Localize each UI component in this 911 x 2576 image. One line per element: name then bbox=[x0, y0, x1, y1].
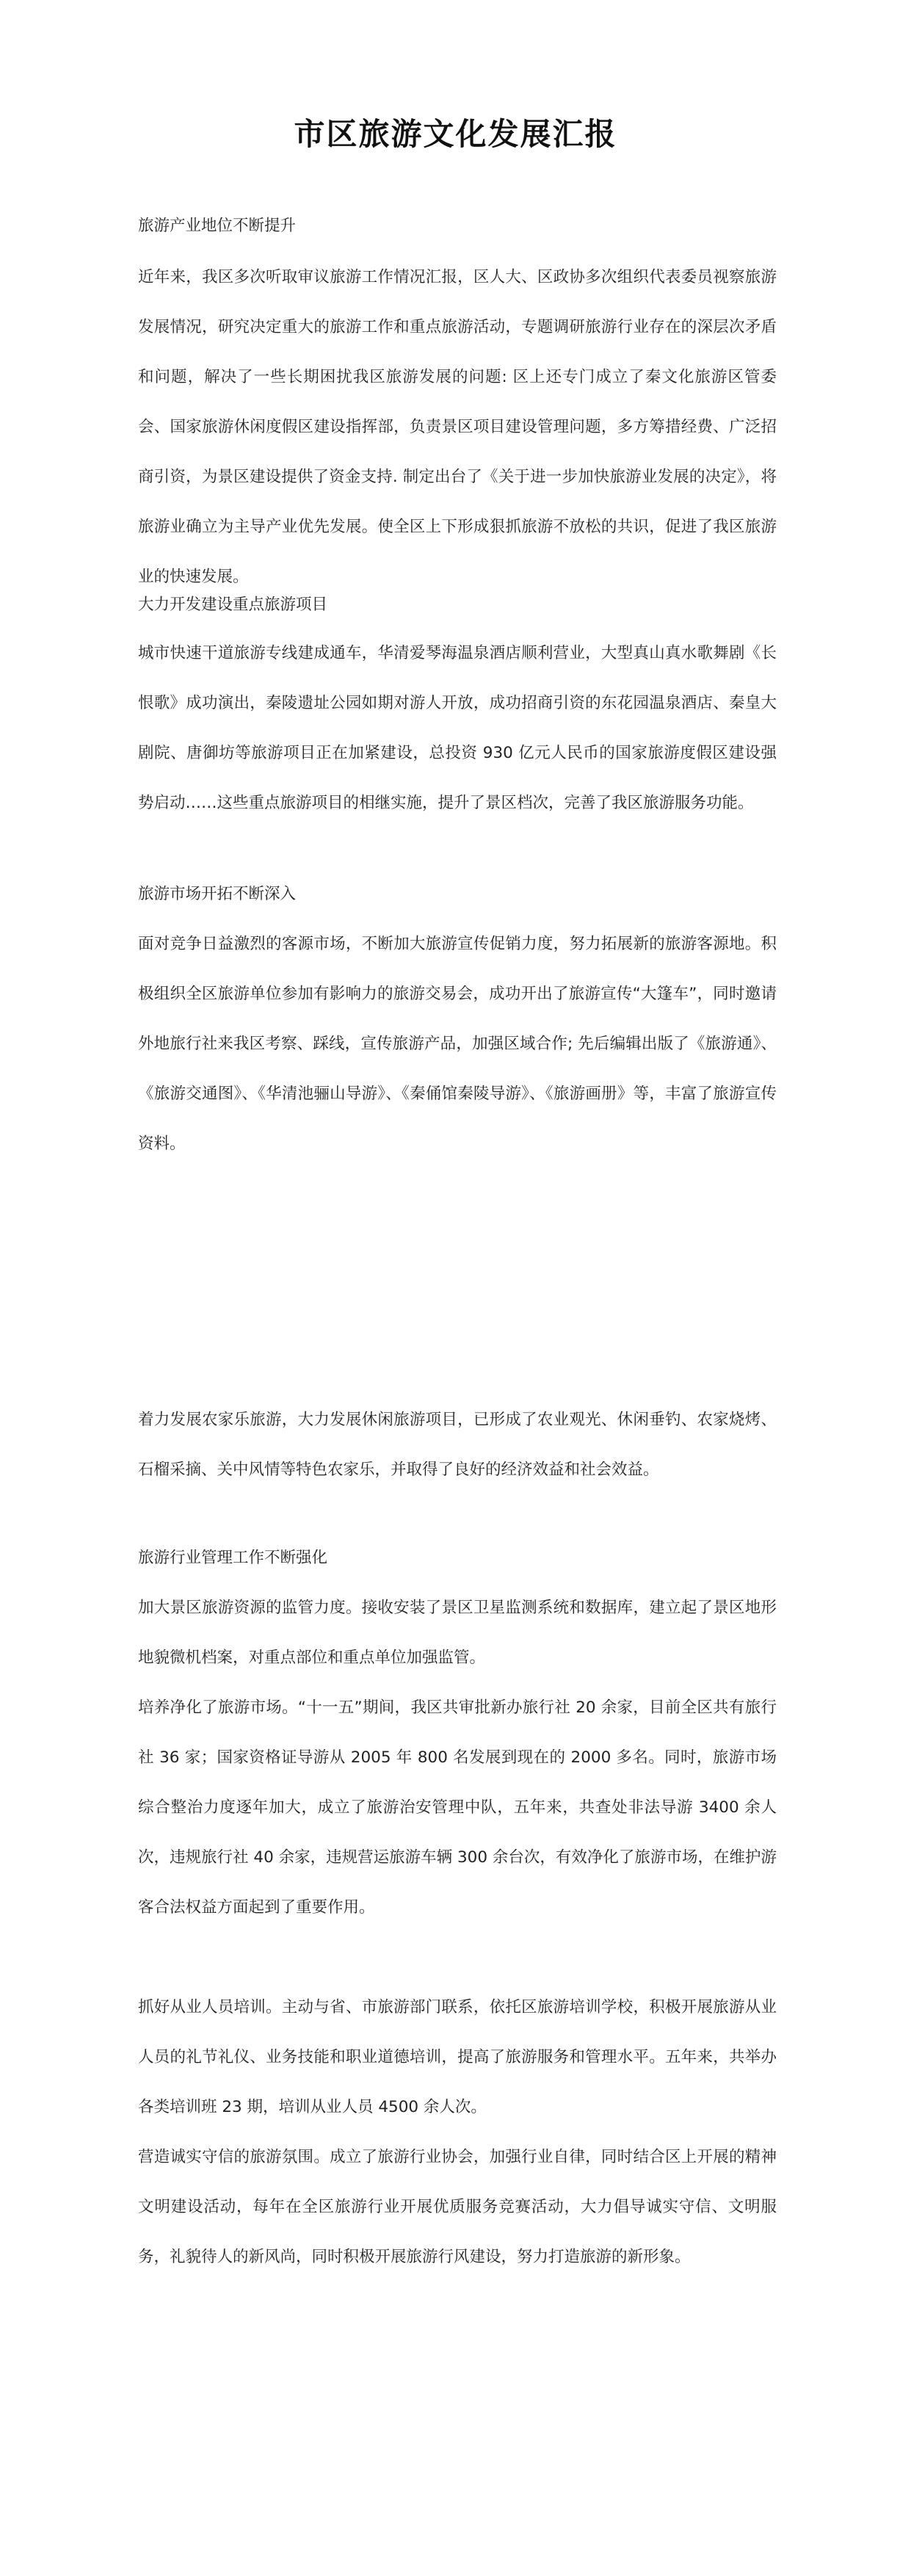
paragraph-industry-status: 近年来，我区多次听取审议旅游工作情况汇报，区人大、区政协多次组织代表委员视察旅游发展情况，研究决定重大的旅游工作和重点旅游活动，专题调研旅游行业存在的深层次矛盾和问题，解决了一些长期困扰我区旅游发展的问题: 区上还专门成立了秦文化旅游区管委会、国家旅游休闲度假区建设指挥部，负责景区项目建设管理问题，多方筹措经费、广泛招商引资，为景区建设提供了资金支持. 制定出台了《关于进一步加快旅游业发展的决定》，将旅游业确立为主导产业优先发展。使全区上下形成狠抓旅游不放松的共识，促进了我区旅游业的快速发展。 bbox=[138, 268, 777, 586]
paragraph-integrity-atmosphere: 营造诚实守信的旅游氛围。成立了旅游行业协会，加强行业自律，同时结合区上开展的精神文明建设活动，每年在全区旅游行业开展优质服务竞赛活动，大力倡导诚实守信、文明服务，礼貌待人的新风尚，同时积极开展旅游行风建设，努力打造旅游的新形象。 bbox=[138, 2148, 777, 2266]
paragraph-market-expansion: 面对竞争日益激烈的客源市场，不断加大旅游宣传促销力度，努力拓展新的旅游客源地。积极组织全区旅游单位参加有影响力的旅游交易会，成功开出了旅游宣传“大篷车”，同时邀请外地旅行社来我区考察、踩线，宣传旅游产品，加强区域合作; 先后编辑出版了《旅游通》、《旅游交通图》、《华清池骊山导游》、《秦俑馆秦陵导游》、《旅游画册》等，丰富了旅游宣传资料。 bbox=[138, 935, 777, 1153]
section-heading-market-expansion: 旅游市场开拓不断深入 bbox=[138, 885, 297, 903]
document-title: 市区旅游文化发展汇报 bbox=[294, 116, 617, 152]
paragraph-key-projects: 城市快速干道旅游专线建成通车，华清爱琴海温泉酒店顺利营业，大型真山真水歌舞剧《长恨歌》成功演出，秦陵遗址公园如期对游人开放，成功招商引资的东花园温泉酒店、秦皇大剧院、唐御坊等旅游项目正在加紧建设，总投资 930 亿元人民币的国家旅游度假区建设强势启动……这些重点旅游项目的相继实施，提升了景区档次，完善了我区旅游服务功能。 bbox=[138, 644, 777, 812]
paragraph-market-purification: 培养净化了旅游市场。“十一五”期间，我区共审批新办旅行社 20 余家，目前全区共有旅行社 36 家；国家资格证导游从 2005 年 800 名发展到现在的 2000 多名。同时，旅游市场综合整治力度逐年加大，成立了旅游治安管理中队，五年来，共查处非法导游 3400 余人次，违规旅行社 40 余家，违规营运旅游车辆 300 余台次，有效净化了旅游市场，在维护游客合法权益方面起到了重要作用。 bbox=[138, 1698, 777, 1917]
paragraph-staff-training: 抓好从业人员培训。主动与省、市旅游部门联系，依托区旅游培训学校，积极开展旅游从业人员的礼节礼仪、业务技能和职业道德培训，提高了旅游服务和管理水平。五年来，共举办各类培训班 23 期，培训从业人员 4500 余人次。 bbox=[138, 1998, 777, 2116]
section-heading-industry-management: 旅游行业管理工作不断强化 bbox=[138, 1549, 328, 1567]
section-heading-key-projects: 大力开发建设重点旅游项目 bbox=[138, 596, 328, 614]
section-heading-industry-status: 旅游产业地位不断提升 bbox=[138, 217, 297, 235]
paragraph-rural-tourism: 着力发展农家乐旅游，大力发展休闲旅游项目，已形成了农业观光、休闲垂钓、农家烧烤、石榴采摘、关中风情等特色农家乐，并取得了良好的经济效益和社会效益。 bbox=[138, 1411, 777, 1479]
paragraph-resource-supervision: 加大景区旅游资源的监管力度。接收安装了景区卫星监测系统和数据库，建立起了景区地形地貌微机档案，对重点部位和重点单位加强监管。 bbox=[138, 1599, 777, 1667]
